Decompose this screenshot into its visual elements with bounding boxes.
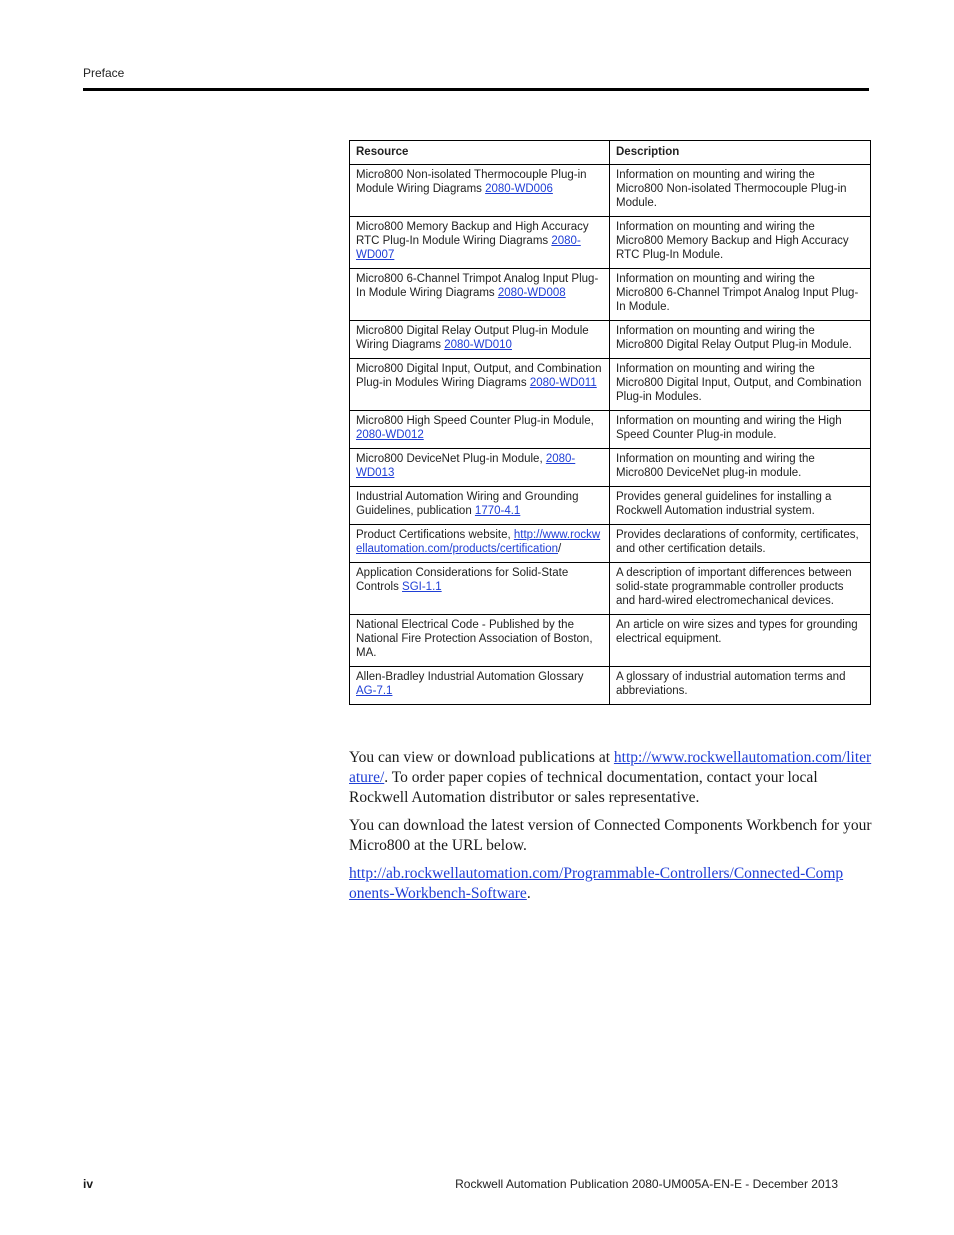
publication-link[interactable]: 2080-WD006 [485, 183, 553, 195]
resource-title: National Electrical Code - Published by the National Fire Protection Association of Boston, MA. [356, 619, 593, 659]
ccw-download-link[interactable]: http://ab.rockwellautomation.com/Programmable-Controllers/Connected-Components-Workbench-Software [349, 865, 844, 902]
resource-table [349, 140, 871, 705]
publication-link[interactable]: 2080-WD007 [356, 235, 581, 261]
ccw-link-paragraph [349, 864, 849, 904]
resource-suffix: / [558, 543, 562, 555]
table-row [350, 667, 871, 705]
table-row [350, 525, 871, 563]
literature-link[interactable]: http://www.rockwellautomation.com/literature/ [349, 749, 872, 786]
table-row [350, 563, 871, 615]
description-cell: Information on mounting and wiring the Micro800 Memory Backup and High Accuracy RTC Plug-In Module. [610, 217, 871, 269]
table-row [350, 615, 871, 667]
publications-text-before: You can view or download publications at [349, 749, 614, 766]
table-row [350, 487, 871, 525]
resource-cell [350, 615, 610, 667]
publication-link[interactable]: http://www.rockwellautomation.com/products/certification [356, 529, 601, 555]
running-header: Preface [83, 66, 125, 80]
description-cell: Provides general guidelines for installing a Rockwell Automation industrial system. [610, 487, 871, 525]
resource-title: Micro800 DeviceNet Plug-in Module, [356, 453, 546, 465]
description-cell: Provides declarations of conformity, certificates, and other certification details. [610, 525, 871, 563]
publication-link[interactable]: SGI-1.1 [402, 581, 442, 593]
resource-cell [350, 321, 610, 359]
description-cell: An article on wire sizes and types for grounding electrical equipment. [610, 615, 871, 667]
description-cell: Information on mounting and wiring the Micro800 DeviceNet plug-in module. [610, 449, 871, 487]
resource-cell [350, 269, 610, 321]
resource-title: Industrial Automation Wiring and Grounding Guidelines, publication [356, 491, 579, 517]
table-body [350, 165, 871, 705]
resource-cell [350, 217, 610, 269]
description-cell: Information on mounting and wiring the Micro800 Digital Relay Output Plug-in Module. [610, 321, 871, 359]
ccw-link-period: . [526, 885, 531, 902]
resource-title: Micro800 Digital Relay Output Plug-in Module Wiring Diagrams [356, 325, 589, 351]
table-row [350, 359, 871, 411]
resource-cell [350, 165, 610, 217]
table-header-row [350, 141, 871, 165]
description-cell: A glossary of industrial automation terms and abbreviations. [610, 667, 871, 705]
publication-link[interactable]: 2080-WD010 [444, 339, 512, 351]
page-number: iv [83, 1177, 94, 1191]
publication-link[interactable]: 2080-WD011 [529, 377, 597, 389]
resource-cell [350, 563, 610, 615]
resource-cell [350, 667, 610, 705]
resource-title: Micro800 Memory Backup and High Accuracy RTC Plug-In Module Wiring Diagrams [356, 221, 589, 247]
description-cell: Information on mounting and wiring the Micro800 Digital Input, Output, and Combination Plug-in Modules. [610, 359, 871, 411]
resource-cell [350, 449, 610, 487]
table-row [350, 217, 871, 269]
resource-title: Allen-Bradley Industrial Automation Glossary [356, 671, 584, 683]
publication-link[interactable]: 2080-WD008 [497, 287, 566, 299]
publication-link[interactable]: 1770-4.1 [474, 505, 521, 517]
header-rule [83, 88, 869, 91]
publications-text-after: . To order paper copies of technical documentation, contact your local Rockwell Automation distributor or sales representative. [349, 769, 818, 806]
table-row [350, 411, 871, 449]
table-row [350, 269, 871, 321]
resource-cell [350, 487, 610, 525]
download-paragraph: You can download the latest version of Connected Components Workbench for your Micro800 at the URL below. [349, 817, 872, 854]
description-cell: Information on mounting and wiring the Micro800 6-Channel Trimpot Analog Input Plug-In Module. [610, 269, 871, 321]
table-row [350, 321, 871, 359]
description-cell: A description of important differences between solid-state programmable controller products and hard-wired electromechanical devices. [610, 563, 871, 615]
resource-title: Micro800 High Speed Counter Plug-in Module, [356, 415, 594, 427]
table-row [350, 165, 871, 217]
publication-footer: Rockwell Automation Publication 2080-UM005A-EN-E - December 2013 [455, 1177, 838, 1191]
resource-cell [350, 411, 610, 449]
resource-title: Application Considerations for Solid-State Controls [356, 567, 569, 593]
resource-cell [350, 359, 610, 411]
table-row [350, 449, 871, 487]
resource-title: Micro800 6-Channel Trimpot Analog Input Plug-In Module Wiring Diagrams [356, 273, 599, 299]
publication-link[interactable]: 2080-WD012 [356, 429, 424, 441]
publication-link[interactable]: AG-7.1 [356, 685, 393, 697]
publications-paragraph [349, 748, 874, 808]
description-cell: Information on mounting and wiring the High Speed Counter Plug-in module. [610, 411, 871, 449]
resource-cell [350, 525, 610, 563]
column-header-description: Description [610, 141, 871, 165]
publication-link[interactable]: 2080-WD013 [356, 453, 576, 479]
resource-title: Micro800 Non-isolated Thermocouple Plug-in Module Wiring Diagrams [356, 169, 587, 195]
resource-title: Product Certifications website, [356, 529, 514, 541]
resource-title: Micro800 Digital Input, Output, and Combination Plug-in Modules Wiring Diagrams [356, 363, 602, 389]
column-header-resource: Resource [350, 141, 610, 165]
description-cell: Information on mounting and wiring the Micro800 Non-isolated Thermocouple Plug-in Module. [610, 165, 871, 217]
